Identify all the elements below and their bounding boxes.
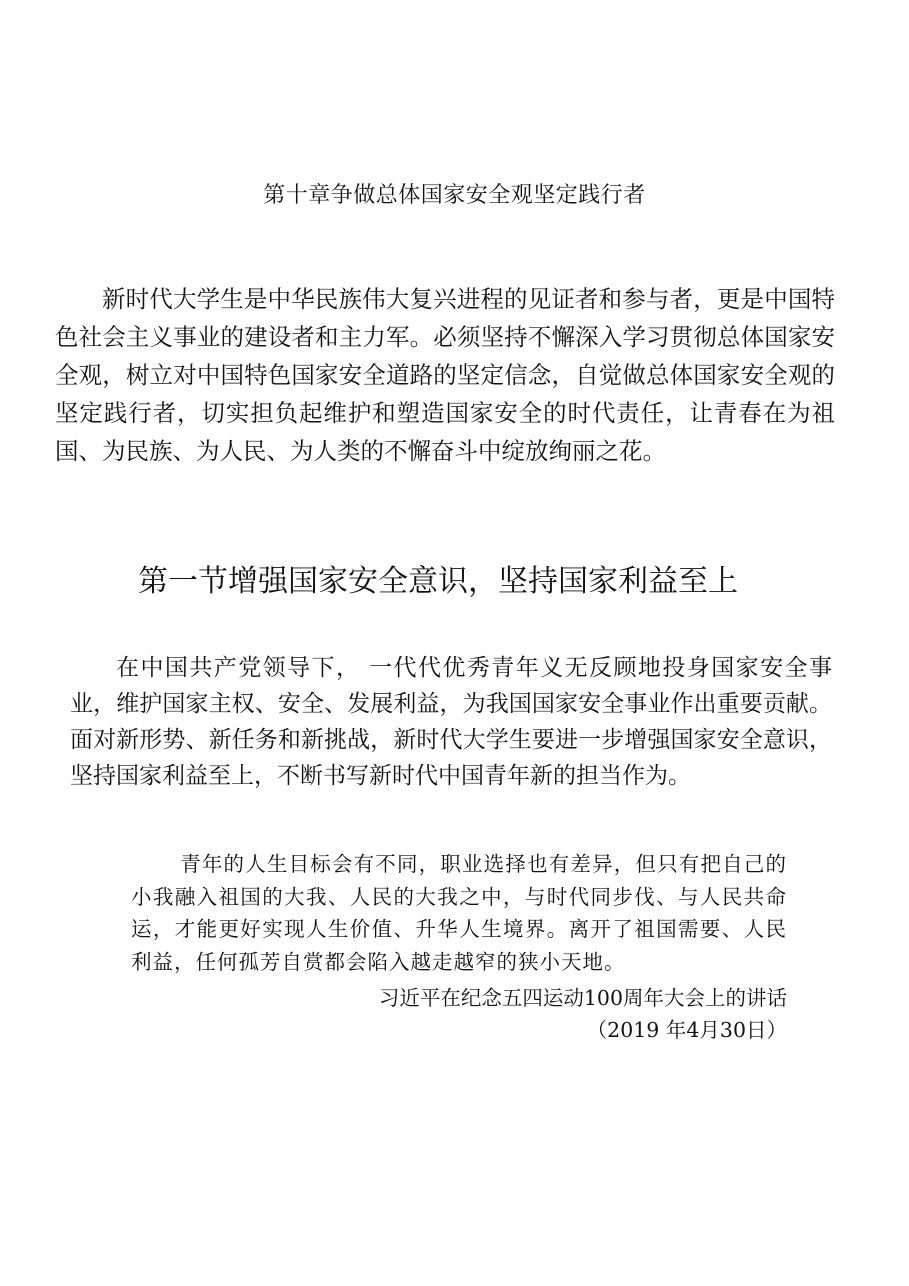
quote-date: （2019 年4月30日） <box>586 1018 787 1042</box>
section-paragraph: 在中国共产党领导下， 一代代优秀青年义无反顾地投身国家安全事业，维护国家主权、安全、发展利益，为我国国家安全事业作出重要贡献。面对新形势、新任务和新挑战，新时代大学生要进一步增强国家安全意识，坚持国家利益至上，不断书写新时代中国青年新的担当作为。 <box>70 655 832 789</box>
quote-text: 青年的人生目标会有不同，职业选择也有差异，但只有把自己的小我融入祖国的大我、人民的大我之中，与时代同步伐、与人民共命运，才能更好实现人生价值、升华人生境界。离开了祖国需要、人民利益，任何孤芳自赏都会陷入越走越窄的狭小天地。 <box>131 852 787 974</box>
quote-source: 习近平在纪念五四运动100周年大会上的讲话 <box>378 986 787 1010</box>
section-title: 第一节增强国家安全意识，坚持国家利益至上 <box>138 564 738 599</box>
quote-block <box>131 848 787 1046</box>
chapter-title: 第十章争做总体国家安全观坚定践行者 <box>263 183 646 208</box>
chapter-intro-paragraph: 新时代大学生是中华民族伟大复兴进程的见证者和参与者，更是中国特色社会主义事业的建设者和主力军。必须坚持不懈深入学习贯彻总体国家安全观，树立对中国特色国家安全道路的坚定信念，自觉做总体国家安全观的坚定践行者，切实担负起维护和塑造国家安全的时代责任，让青春在为祖国、为民族、为人民、为人类的不懈奋斗中绽放绚丽之花。 <box>55 285 835 465</box>
